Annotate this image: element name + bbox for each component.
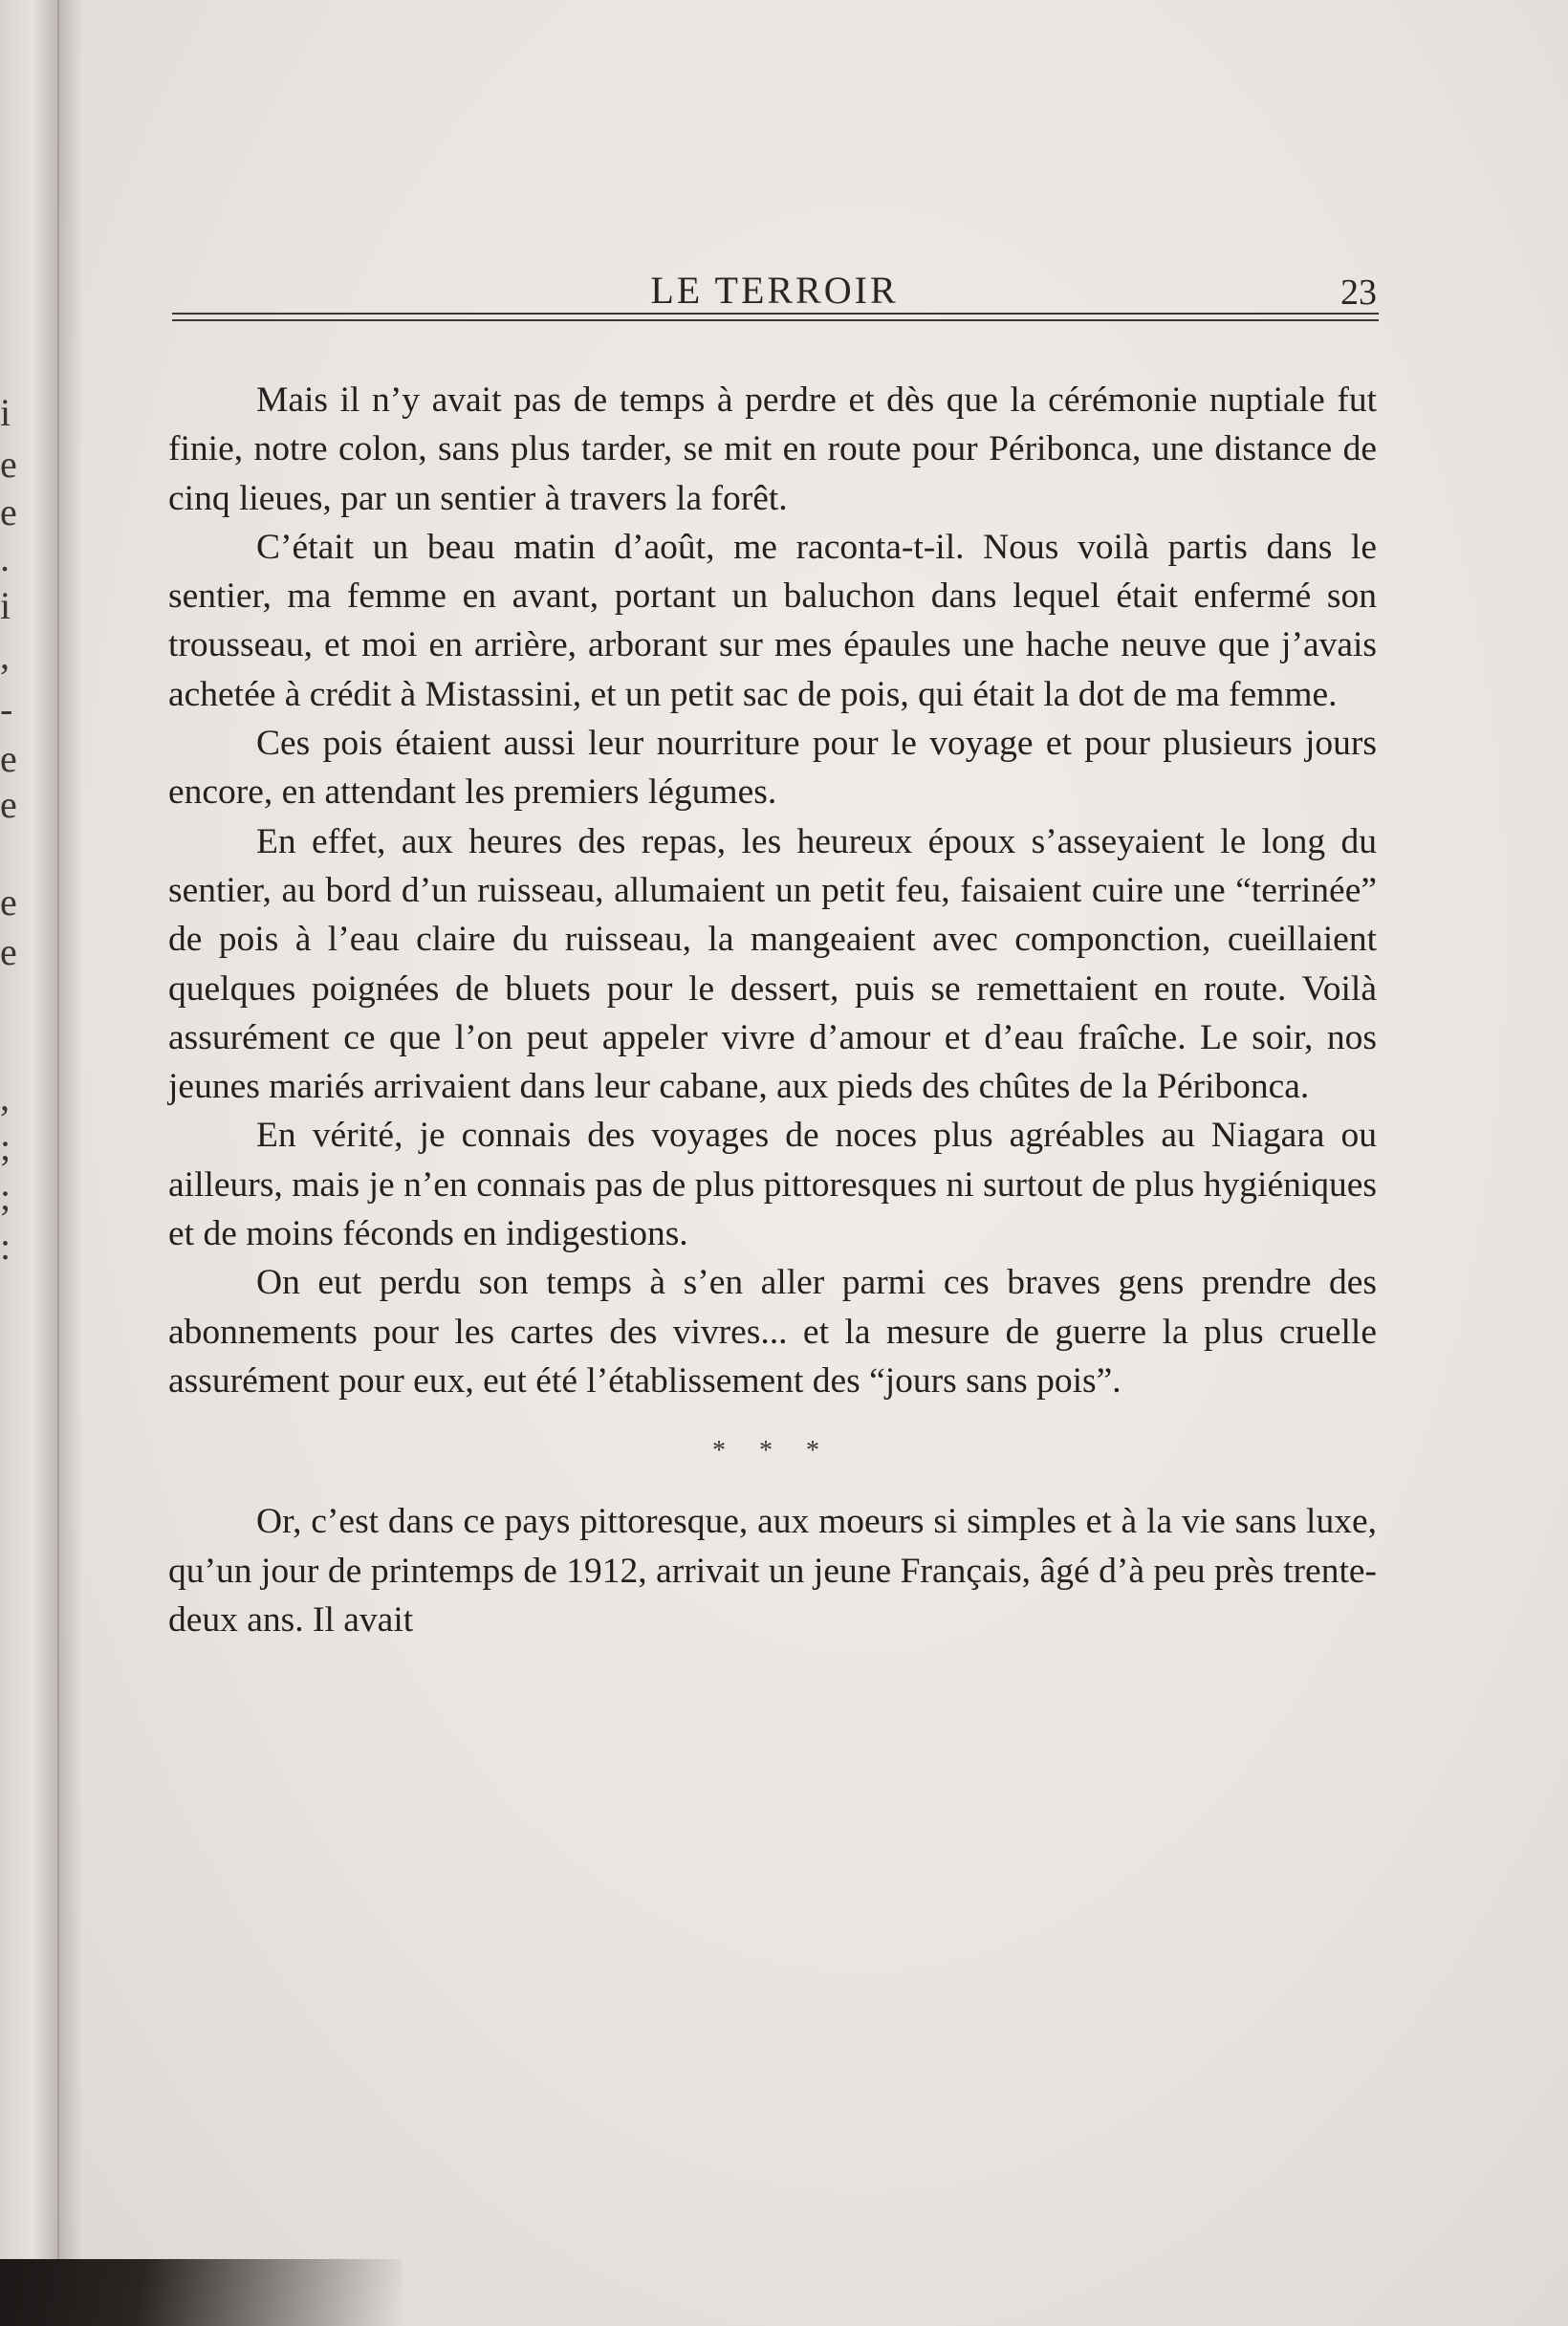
- paragraph: En vérité, je connais des voyages de noces plus agréables au Niagara ou ailleurs, mais je n’en connais pas de plus pittoresques ni surtout de plus hygiéniques et de moins féconds en indigestions.: [168, 1116, 1377, 1254]
- header-rule: [172, 313, 1379, 315]
- margin-fragment: e: [0, 737, 17, 780]
- paragraph: C’était un beau matin d’août, me raconta-t-il. Nous voilà partis dans le sentier, ma femme en avant, portant un baluchon dans lequel était enfermé son trousseau, et moi en arrière, arborant sur mes épaules une hache neuve que j’avais achetée à crédit à Mistassini, et un petit sac de pois, qui était la dot de ma femme.: [168, 527, 1377, 714]
- paragraph: En effet, aux heures des repas, les heureux époux s’asseyaient le long du sentier, au bord d’un ruisseau, allumaient un petit feu, faisaient cuire une “terrinée” de pois à l’eau claire du ruisseau, la mangeaient avec componction, cueillaient quelques poignées de bluets pour le dessert, puis se remettaient en route. Voilà assurément ce que l’on peut appeler vivre d’amour et d’eau fraîche. Le soir, nos jeunes mariés arrivaient dans leur cabane, aux pieds des chûtes de la Péribonca.: [168, 821, 1377, 1107]
- margin-fragment: e: [0, 783, 17, 826]
- page-number: 23: [1340, 272, 1377, 313]
- gutter-shadow: [57, 0, 82, 2326]
- margin-fragment: e: [0, 443, 17, 486]
- header-rule: [172, 319, 1379, 321]
- margin-fragment: e: [0, 490, 17, 533]
- paragraph: Mais il n’y avait pas de temps à perdre et dès que la cérémonie nuptiale fut finie, notre colon, sans plus tarder, se mit en route pour Péribonca, une distance de cinq lieues, par un sentier à travers la forêt.: [168, 380, 1377, 518]
- margin-fragment: ,: [0, 1076, 10, 1119]
- margin-fragment: .: [0, 536, 10, 579]
- running-header: [172, 268, 1377, 315]
- margin-fragment: :: [0, 1225, 11, 1268]
- margin-fragment: -: [0, 687, 13, 730]
- margin-fragment: ,: [0, 634, 10, 677]
- body-text: [168, 376, 1377, 1644]
- margin-fragment: ;: [0, 1125, 11, 1168]
- margin-fragment: e: [0, 880, 17, 924]
- margin-fragment: ;: [0, 1175, 11, 1218]
- margin-fragment: i: [0, 584, 11, 627]
- margin-fragment: i: [0, 391, 11, 434]
- corner-shadow: [0, 2259, 402, 2326]
- paragraph: On eut perdu son temps à s’en aller parmi ces braves gens prendre des abonnements pour les cartes des vivres... et la mesure de guerre la plus cruelle assurément pour eux, eut été l’établissement des “jours sans pois”.: [168, 1263, 1377, 1401]
- paragraph: Or, c’est dans ce pays pittoresque, aux moeurs si simples et à la vie sans luxe, qu’un jour de printemps de 1912, arrivait un jeune Français, âgé d’à peu près trente-deux ans. Il avait: [168, 1502, 1377, 1640]
- paragraph: Ces pois étaient aussi leur nourriture pour le voyage et pour plusieurs jours encore, en attendant les premiers légumes.: [168, 724, 1377, 813]
- running-title: LE TERROIR: [650, 269, 899, 312]
- section-separator: * * *: [712, 1436, 833, 1467]
- margin-fragment: e: [0, 930, 17, 973]
